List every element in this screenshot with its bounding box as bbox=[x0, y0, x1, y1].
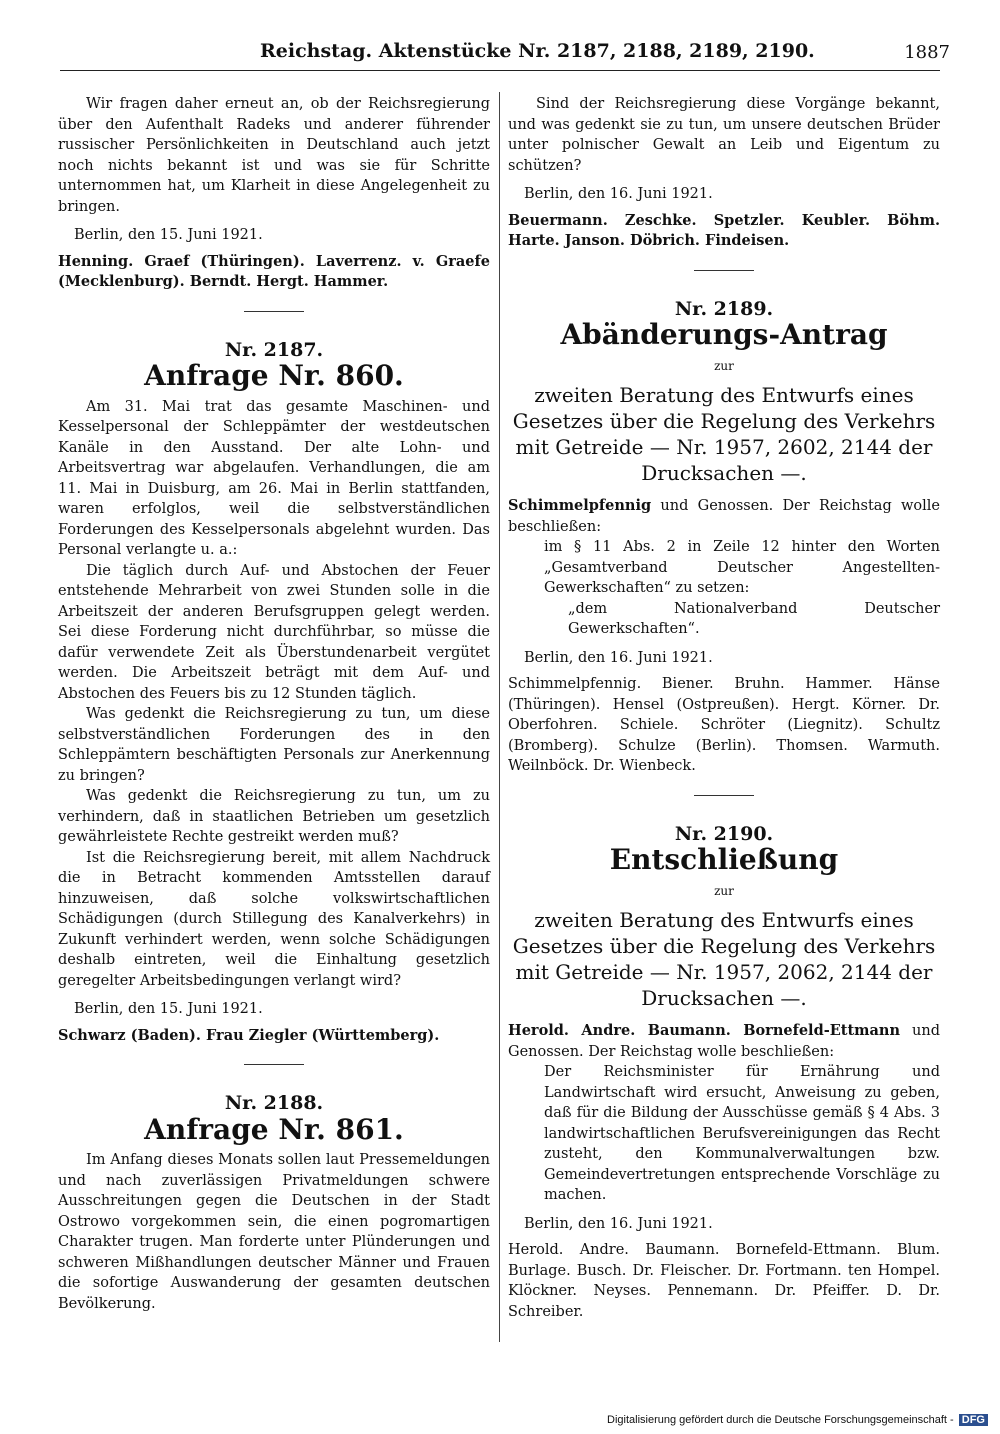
nr2188-paragraph: Im Anfang dieses Monats sollen laut Pressemeldungen und nach zuverlässigen Privatmeldungen schwere Ausschreitungen gegen die Deutschen in der Stadt Ostrowo vorgekommen sein, die einen pogromartigen Charakter trugen. Man forderte unter Plünderungen und schweren Mißhandlungen deutscher Männer und Frauen die sofortige Auswanderung der gesamten deutschen Bevölkerung. bbox=[58, 1152, 490, 1312]
nr2187-title: Anfrage Nr. 860. bbox=[144, 359, 404, 392]
intro-signers: Henning. Graef (Thüringen). Laverrenz. v. Graefe (Mecklenburg). Berndt. Hergt. Hammer. bbox=[58, 252, 490, 290]
nr2187-paragraph: Was gedenkt die Reichsregierung zu tun, um diese selbstverständlichen Forderungen des in den Schleppämtern beschäftigten Personals zur Anerkennung zu bringen? bbox=[58, 706, 490, 784]
nr2190-number: Nr. 2190. bbox=[674, 822, 774, 845]
nr2189-intro bbox=[508, 496, 940, 537]
nr2190-subtitle: zweiten Beratung des Entwurfs eines Gesetzes über die Regelung des Verkehrs mit Getreide — Nr. 1957, 2062, 2144 der Drucksachen —. bbox=[512, 908, 936, 1010]
nr2190-zur: zur bbox=[714, 883, 734, 898]
nr2187-number: Nr. 2187. bbox=[224, 338, 324, 361]
nr2190-motion: Der Reichsminister für Ernährung und Landwirtschaft wird ersucht, Anweisung zu geben, daß für die Bildung der Ausschüsse gemäß § 4 Abs. 3 landwirtschaftlichen Berufsvereinigungen das Recht zusteht, den Kommunalverwaltungen bzw. Gemeindevertretungen entsprechende Vorschläge zu machen. bbox=[544, 1064, 940, 1203]
nr2189-zur: zur bbox=[714, 358, 734, 373]
nr2190-movant: Herold. Andre. Baumann. Bornefeld-Ettmann bbox=[508, 1022, 900, 1039]
right-column bbox=[508, 94, 940, 1326]
page-header bbox=[60, 40, 950, 71]
nr2189-intro-rest: und Genossen. Der Reichstag wolle beschließen: bbox=[508, 498, 941, 535]
nr2189-title: Abänderungs-Antrag bbox=[560, 318, 888, 351]
nr2187-paragraph: Was gedenkt die Reichsregierung zu tun, um zu verhindern, daß in staatlichen Betrieben um gesetzlich gewährleistete Rechte gestreikt werden muß? bbox=[58, 788, 490, 845]
nr2190-signers: Herold. Andre. Baumann. Bornefeld-Ettmann. Blum. Burlage. Busch. Dr. Fleischer. Dr. Fortmann. ten Hompel. Klöckner. Neyses. Pennemann. Dr. Pfeiffer. D. Dr. Schreiber. bbox=[508, 1242, 940, 1320]
cont-date: Berlin, den 16. Juni 1921. bbox=[524, 186, 713, 202]
intro-paragraph: Wir fragen daher erneut an, ob der Reichsregierung über den Aufenthalt Radeks und anderer führender russischer Persönlichkeiten in Deutschland auch jetzt noch nichts bekannt ist und was sie für Schritte unternommen hat, um Klarheit in diese Angelegenheit zu bringen. bbox=[58, 96, 490, 215]
nr2190-date: Berlin, den 16. Juni 1921. bbox=[524, 1215, 713, 1232]
nr2187-paragraph: Die täglich durch Auf- und Abstochen der Feuer entstehende Mehrarbeit von zwei Stunden solle in die Arbeitszeit der anderen Berufsgruppen gelegt werden. Sei diese Forderung nicht durchführbar, so müsse die dafür verwendete Zeit als Überstundenarbeit vergütet werden. Die Arbeitszeit beträgt mit dem Auf- und Abstochen des Feuers bis zu 12 Stunden täglich. bbox=[58, 562, 490, 702]
cont-signers: Beuermann. Zeschke. Spetzler. Keubler. Böhm. Harte. Janson. Döbrich. Findeisen. bbox=[508, 211, 940, 249]
nr2187-paragraph: Am 31. Mai trat das gesamte Maschinen- und Kesselpersonal der Schleppämter der westdeutschen Kanäle in den Ausstand. Der alte Lohn- und Arbeitsvertrag war abgelaufen. Verhandlungen, die am 11. Mai in Duisburg, am 26. Mai in Berlin stattfanden, waren erfolglos, weil die selbstverständlichen Forderungen des Kesselpersonals abgelehnt wurden. Das Personal verlangte u. a.: bbox=[58, 398, 490, 558]
section-rule bbox=[244, 311, 304, 312]
nr2187-paragraph: Ist die Reichsregierung bereit, mit allem Nachdruck die in Betracht kommenden Amtsstellen darauf hinzuweisen, daß solche volkswirtschaftlichen Schädigungen (durch Stillegung des Kanalverkehrs) in Zukunft verhindert werden, wenn solche Schädigungen deshalb eintreten, weil die Einhaltung gesetzlich geregelter Arbeitsbedingungen verlangt wird? bbox=[58, 849, 490, 989]
nr2187-date: Berlin, den 15. Juni 1921. bbox=[74, 1001, 263, 1017]
nr2189-number: Nr. 2189. bbox=[674, 297, 774, 320]
nr2188-number: Nr. 2188. bbox=[224, 1092, 324, 1114]
nr2189-subtitle: zweiten Beratung des Entwurfs eines Gesetzes über die Regelung des Verkehrs mit Getreide — Nr. 1957, 2602, 2144 der Drucksachen —. bbox=[512, 383, 936, 485]
footer-text: Digitalisierung gefördert durch die Deutsche Forschungsgemeinschaft - bbox=[607, 1414, 954, 1426]
section-rule bbox=[694, 795, 754, 796]
nr2189-signers: Schimmelpfennig. Biener. Bruhn. Hammer. Hänse (Thüringen). Hensel (Ostpreußen). Hergt. Körner. Dr. Oberfohren. Schiele. Schröter (Liegnitz). Schultz (Bromberg). Schulze (Berlin). Thomsen. Warmuth. Weilnböck. Dr. Wienbeck. bbox=[508, 676, 940, 774]
nr2190-intro bbox=[508, 1021, 940, 1062]
nr2189-movant: Schimmelpfennig bbox=[508, 497, 652, 514]
left-column bbox=[58, 94, 490, 1314]
cont-paragraph: Sind der Reichsregierung diese Vorgänge bekannt, und was gedenkt sie zu tun, um unsere deutschen Brüder unter polnischer Gewalt an Leib und Eigentum zu schützen? bbox=[508, 96, 940, 174]
dfg-logo: DFG bbox=[959, 1414, 988, 1426]
page-number: 1887 bbox=[904, 42, 950, 63]
footer-credit bbox=[607, 1414, 988, 1426]
nr2189-quote: „dem Nationalverband Deutscher Gewerkschaften“. bbox=[568, 600, 940, 637]
nr2188-title: Anfrage Nr. 861. bbox=[144, 1112, 404, 1146]
column-divider bbox=[499, 92, 500, 1342]
section-rule bbox=[694, 270, 754, 271]
nr2187-signers: Schwarz (Baden). Frau Ziegler (Württemberg). bbox=[58, 1026, 440, 1044]
nr2190-intro-rest: und Genossen. Der Reichstag wolle beschließen: bbox=[508, 1023, 941, 1060]
running-title: Reichstag. Aktenstücke Nr. 2187, 2188, 2189, 2190. bbox=[260, 40, 815, 62]
intro-date: Berlin, den 15. Juni 1921. bbox=[74, 227, 263, 243]
nr2190-title: Entschließung bbox=[609, 843, 839, 876]
nr2189-date: Berlin, den 16. Juni 1921. bbox=[524, 649, 713, 666]
section-rule bbox=[244, 1064, 304, 1065]
nr2189-motion: im § 11 Abs. 2 in Zeile 12 hinter den Worten „Gesamtverband Deutscher Angestellten-Gewerkschaften“ zu setzen: bbox=[544, 539, 940, 596]
